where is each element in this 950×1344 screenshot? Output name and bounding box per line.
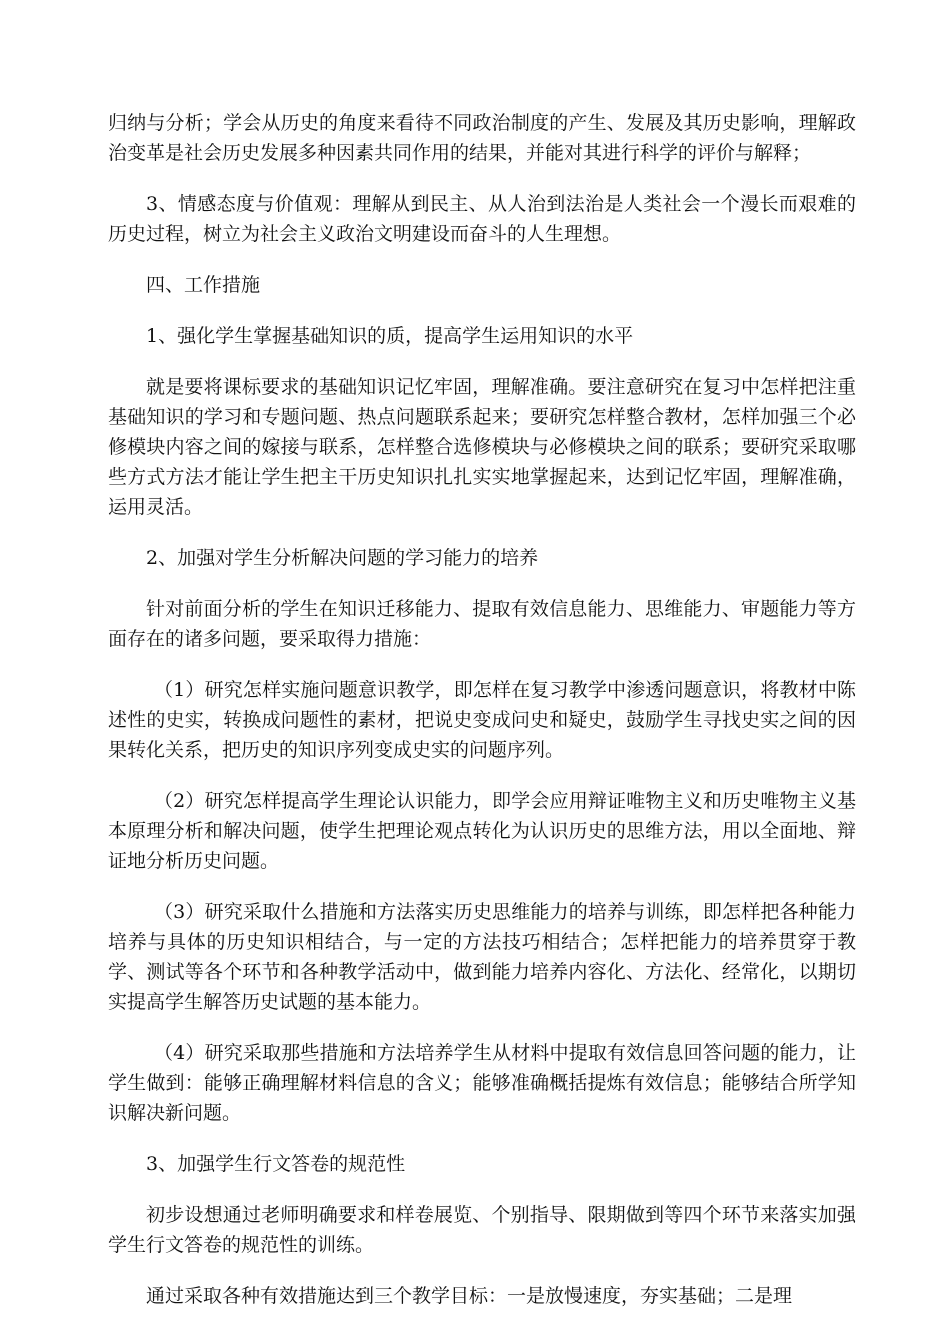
list-item-2: （2）研究怎样提高学生理论认识能力，即学会应用辩证唯物主义和历史唯物主义基本原理分析和解决问题，使学生把理论观点转化为认识历史的思维方法，用以全面地、辩证地分析历史问题。 bbox=[108, 790, 856, 872]
paragraph-answer-standard: 初步设想通过老师明确要求和样卷展览、个别指导、限期做到等四个环节来落实加强学生行文答卷的规范性的训练。 bbox=[108, 1204, 856, 1256]
section-heading-work-measures: 四、工作措施 bbox=[146, 274, 261, 296]
paragraph-basic-knowledge: 就是要将课标要求的基础知识记忆牢固，理解准确。要注意研究在复习中怎样把注重基础知识的学习和专题问题、热点问题联系起来；要研究怎样整合教材，怎样加强三个必修模块内容之间的嫁接与联系，怎样整合选修模块与必修模块之间的联系；要研究采取哪些方式方法才能让学生把主干历史知识扎扎实实地掌握起来，达到记忆牢固，理解准确，运用灵活。 bbox=[108, 376, 856, 518]
paragraph-analysis-ability: 针对前面分析的学生在知识迁移能力、提取有效信息能力、思维能力、审题能力等方面存在的诸多问题，要采取得力措施： bbox=[108, 598, 856, 650]
list-item-4: （4）研究采取那些措施和方法培养学生从材料中提取有效信息回答问题的能力，让学生做到：能够正确理解材料信息的含义；能够准确概括提炼有效信息；能够结合所学知识解决新问题。 bbox=[108, 1042, 856, 1124]
paragraph-goal-continuation: 归纳与分析；学会从历史的角度来看待不同政治制度的产生、发展及其历史影响，理解政治变革是社会历史发展多种因素共同作用的结果，并能对其进行科学的评价与解释； bbox=[108, 112, 856, 164]
list-item-1: （1）研究怎样实施问题意识教学，即怎样在复习教学中渗透问题意识，将教材中陈述性的史实，转换成问题性的素材，把说史变成问史和疑史，鼓励学生寻找史实之间的因果转化关系，把历史的知识序列变成史实的问题序列。 bbox=[108, 679, 856, 761]
subheading-analysis-ability: 2、加强对学生分析解决问题的学习能力的培养 bbox=[146, 547, 539, 569]
paragraph-emotion-values: 3、情感态度与价值观：理解从到民主、从人治到法治是人类社会一个漫长而艰难的历史过程，树立为社会主义政治文明建设而奋斗的人生理想。 bbox=[108, 193, 856, 245]
paragraph-teaching-goals: 通过采取各种有效措施达到三个教学目标：一是放慢速度，夯实基础；二是理 bbox=[146, 1285, 793, 1307]
subheading-answer-standard: 3、加强学生行文答卷的规范性 bbox=[146, 1153, 406, 1175]
subheading-basic-knowledge: 1、强化学生掌握基础知识的质，提高学生运用知识的水平 bbox=[146, 325, 634, 347]
list-item-3: （3）研究采取什么措施和方法落实历史思维能力的培养与训练，即怎样把各种能力培养与具体的历史知识相结合，与一定的方法技巧相结合；怎样把能力的培养贯穿于教学、测试等各个环节和各种教学活动中，做到能力培养内容化、方法化、经常化，以期切实提高学生解答历史试题的基本能力。 bbox=[108, 901, 856, 1013]
document-page bbox=[108, 108, 856, 1332]
